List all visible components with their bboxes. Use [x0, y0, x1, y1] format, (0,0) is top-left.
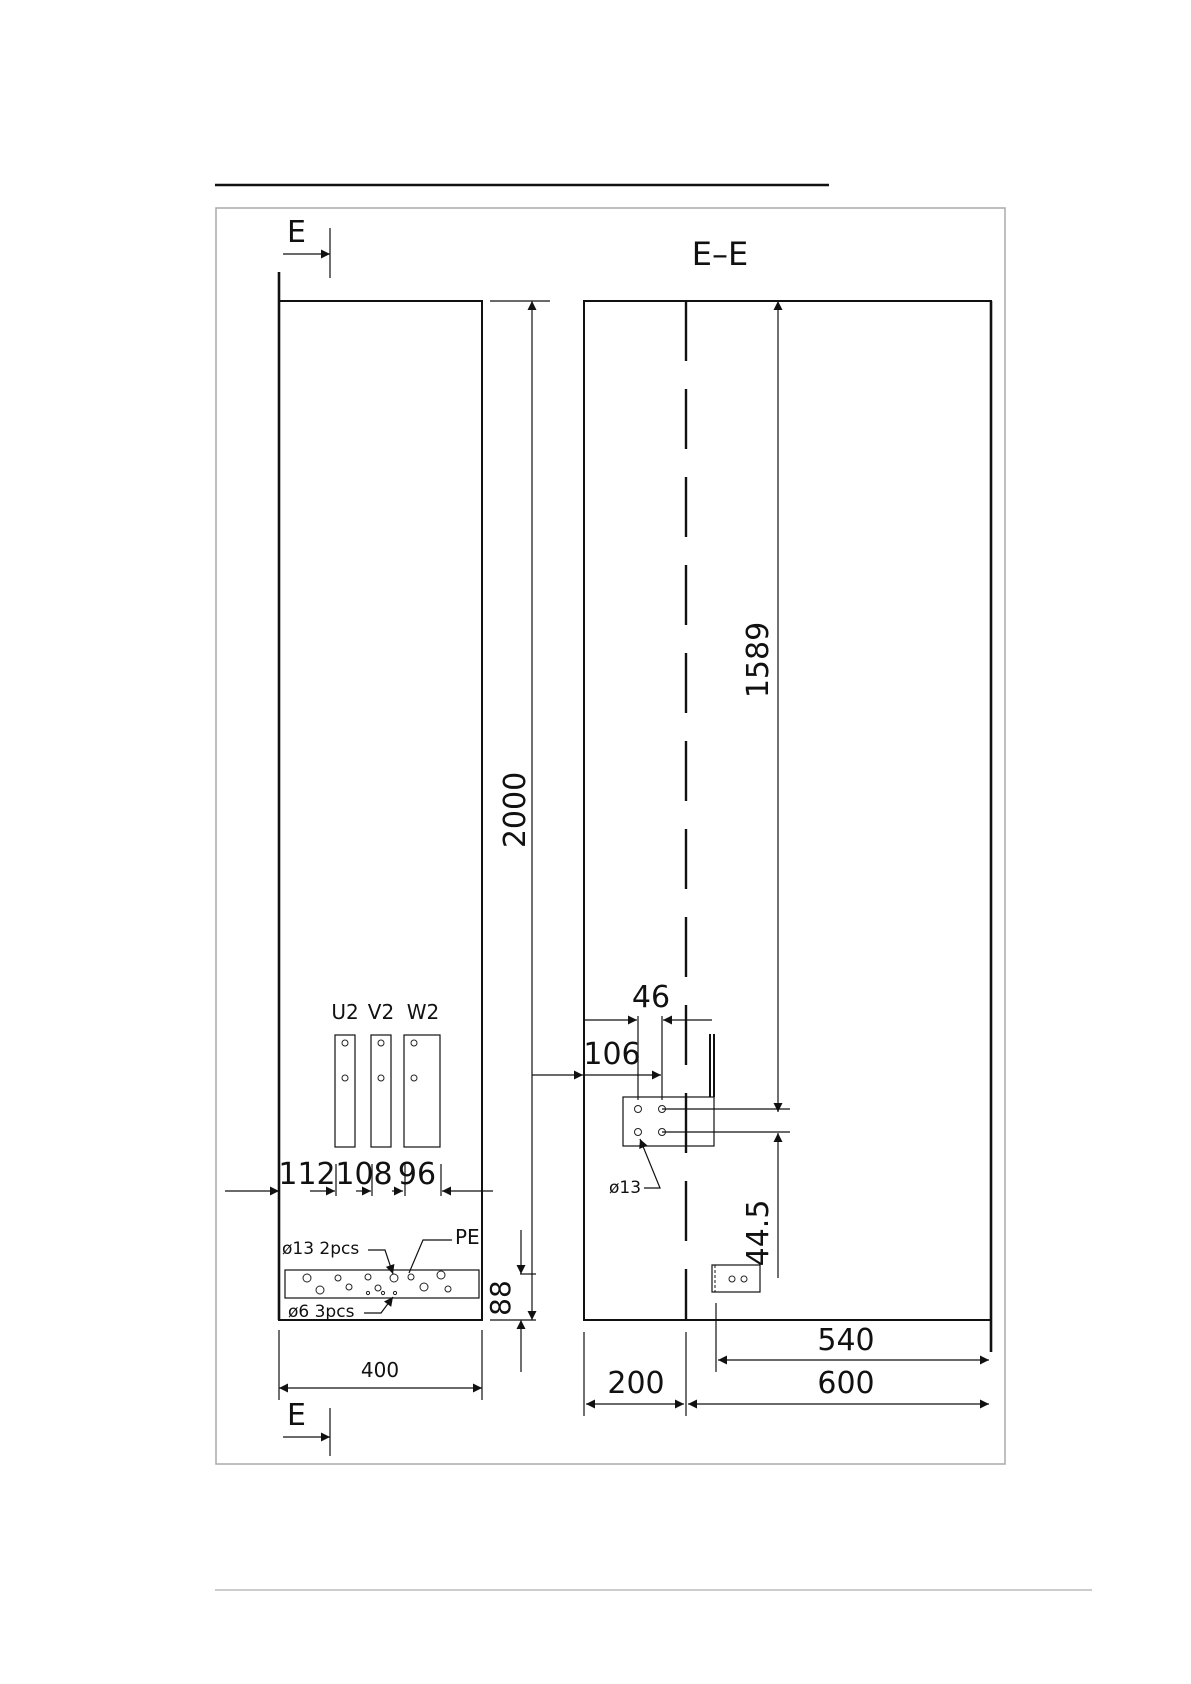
dim-540-label: 540	[817, 1323, 875, 1358]
section-marker-bottom-label: E	[287, 1398, 306, 1433]
holes-13-note: ø13	[609, 1178, 642, 1198]
dim-600-label: 600	[817, 1366, 875, 1401]
section-marker-top	[283, 215, 330, 278]
holes-6-3pcs-note: ø6 3pcs	[288, 1302, 355, 1322]
dim-200-label: 200	[607, 1366, 665, 1401]
terminal-w2-label: W2	[406, 1000, 440, 1024]
terminal-u2-label: U2	[331, 1000, 359, 1024]
terminal-w2-bar	[404, 1035, 440, 1147]
dim-106-label: 106	[583, 1037, 641, 1072]
section-title: E–E	[691, 235, 749, 273]
dim-96-label: 96	[397, 1157, 437, 1192]
dim-88-label: 88	[484, 1280, 517, 1316]
terminal-v2-label: V2	[367, 1000, 395, 1024]
dim-112-label: 112	[278, 1157, 336, 1192]
drawing-frame	[216, 208, 1005, 1464]
pe-label: PE	[455, 1225, 480, 1249]
section-view	[583, 301, 991, 1416]
section-marker-bottom	[283, 1398, 330, 1456]
terminal-v2-bar	[371, 1035, 391, 1147]
dim-2000-label: 2000	[498, 771, 533, 849]
dim-44-5-label: 44.5	[741, 1199, 776, 1267]
dim-108-label: 108	[335, 1157, 393, 1192]
dim-1589-label: 1589	[741, 621, 776, 699]
front-view	[225, 272, 583, 1400]
terminal-u2-bar	[335, 1035, 355, 1147]
dim-400-label: 400	[360, 1358, 400, 1382]
section-marker-top-label: E	[287, 215, 306, 250]
dim-46-label: 46	[631, 980, 671, 1015]
holes-13-2pcs-note: ø13 2pcs	[282, 1239, 360, 1259]
